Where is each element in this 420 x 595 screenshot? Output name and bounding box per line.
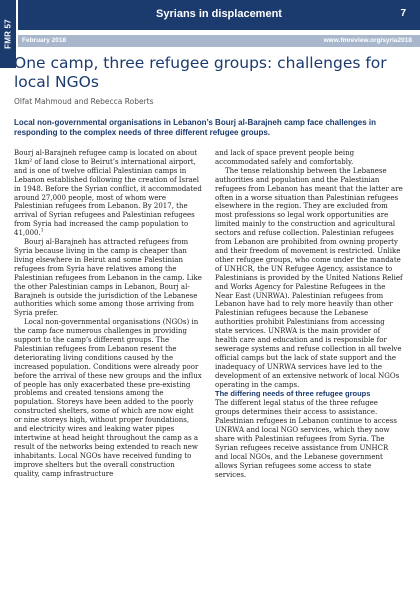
body-paragraph: Local non-governmental organisations (NGOs) in the camp face numerous challenges in providing support to the camp’s different groups. The Palestinian refugees from Lebanon resent the deteriorating living conditions caused by the increased population. Conditions were already poor before the arrival of these new groups and the influx of people has only exacerbated these pre-existing problems and created tensions among the population. Storeys have been added to the poorly constructed shelters, some of which are now eight or nine storeys high, without proper foundations, and electricity wires and leaking water pipes intertwine at head height throughout the camp as a result of the networks being extended to reach new inhabitants. Local NGOs have received funding to improve shelters but the overall construction quality, camp infrastructure	[14, 318, 202, 478]
issue-info-bar	[18, 35, 420, 47]
issue-date: February 2018	[22, 37, 67, 44]
footnote-marker[interactable]: 1	[40, 228, 44, 234]
body-paragraph: and lack of space prevent people being accommodated safely and comfortably.	[215, 149, 355, 166]
article-authors: Olfat Mahmoud and Rebecca Roberts	[14, 97, 154, 106]
body-paragraph: Bourj al-Barajneh has attracted refugees from Syria because living in the camp is cheaper than living elsewhere in Beirut and some Palestinian refugees from Syria have relatives among the Palestinian refugees from Lebanon in the camp. Like the other Palestinian camps in Lebanon, Bourj al-Barajneh is outside the jurisdiction of the Lebanese authorities which some among those arriving from Syria prefer.	[14, 238, 202, 318]
page-number: 7	[400, 8, 406, 19]
body-paragraph: The different legal status of the three refugee groups determines their access to assistance. Palestinian refugees in Lebanon continue to access UNRWA and local NGO services, which they now share with Palestinian refugees from Syria. The Syrian refugees receive assistance from UNHCR and local NGOs, and the Lebanese government allows Syrian refugees some access to state services.	[215, 399, 397, 479]
right-column	[215, 149, 403, 480]
issue-label: FMR 57	[3, 19, 13, 49]
section-title: Syrians in displacement	[156, 8, 282, 20]
article-title: One camp, three refugee groups: challenges for local NGOs	[14, 54, 387, 91]
article-standfirst: Local non-governmental organisations in Lebanon’s Bourj al-Barajneh camp face challenges in responding to the complex needs of three different refugee groups.	[14, 118, 376, 137]
left-column	[14, 149, 202, 479]
body-paragraph: The tense relationship between the Lebanese authorities and population and the Palestinian refugees from Lebanon has meant that the latter are often in a worse situation than Palestinian refugees elsewhere in the region. They are excluded from most professions so legal work opportunities are limited mainly to the construction and agricultural sectors and refuse collection. Palestinian refugees from Lebanon are prohibited from owning property and their freedom of movement is restricted. Unlike other refugee groups, who come under the mandate of UNHCR, the UN Refugee Agency, assistance to Palestinians is provided by the United Nations Relief and Works Agency for Palestine Refugees in the Near East (UNRWA). Palestinian refugees from Lebanon have had to rely more heavily than other Palestinian refugees because the Lebanese authorities prohibit Palestinians from accessing state services. UNRWA is the main provider of health care and education and is responsible for sewerage systems and refuse collection in all twelve official camps but the lack of state support and the inadequacy of UNRWA services have led to the development of an extensive network of local NGOs operating in the camps.	[215, 166, 403, 389]
section-subheading: The differing needs of three refugee groups	[215, 389, 371, 399]
body-paragraph: Bourj al-Barajneh refugee camp is located on about 1km² of land close to Beirut’s international airport, and is one of twelve official Palestinian camps in Lebanon established following the creation of Israel in 1948. Before the Syrian conflict, it accommodated around 27,000 people, most of whom were Palestinian refugees from Lebanon. By 2017, the arrival of Syrian refugees and Palestinian refugees from Syria had increased the camp population to 41,000.$^1$	[14, 149, 202, 238]
website-link[interactable]: www.fmreview.org/syria2018	[323, 37, 412, 44]
section-header	[18, 0, 420, 30]
